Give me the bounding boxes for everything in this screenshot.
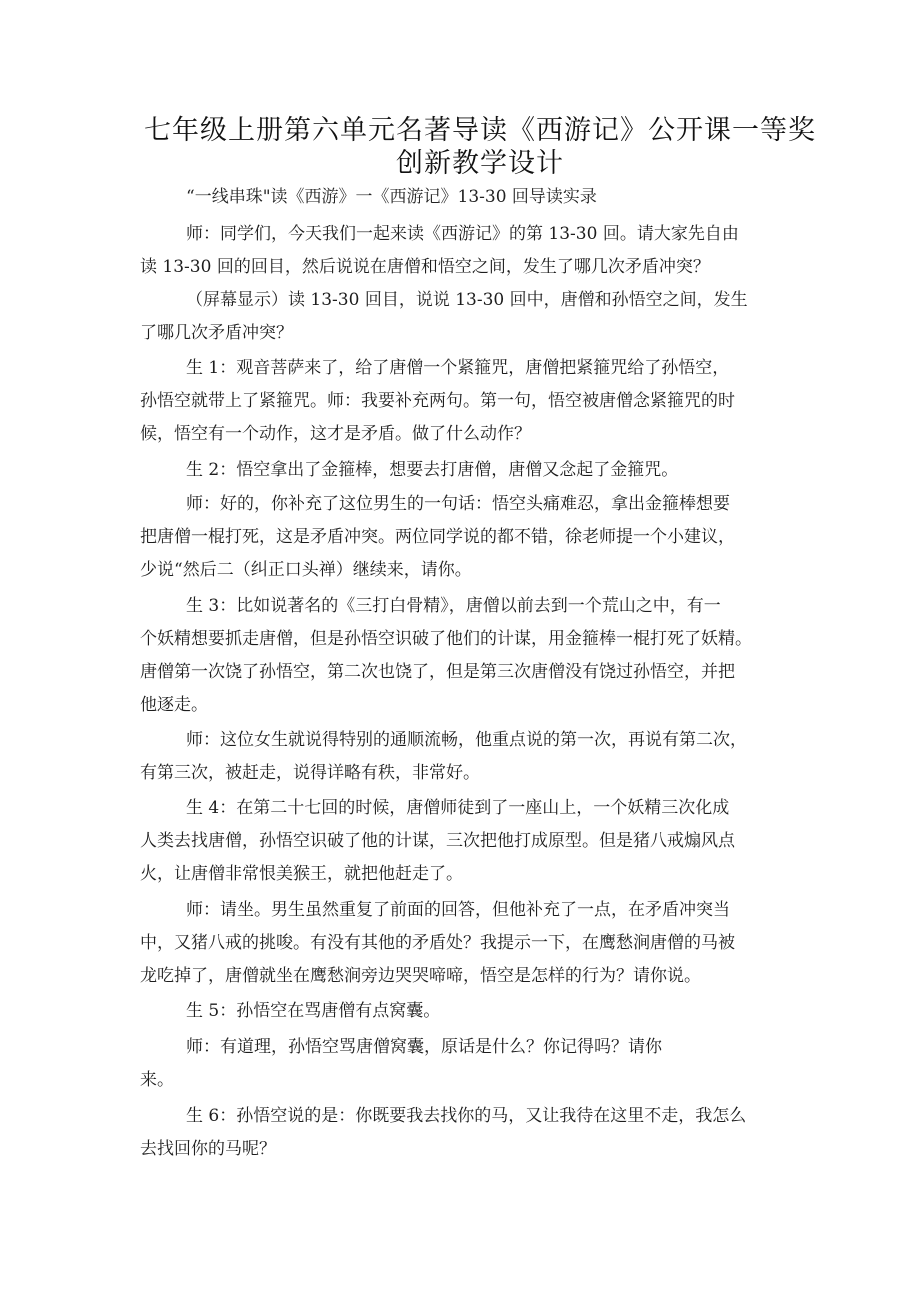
document-line: （屏幕显示）读 13-30 回目，说说 13-30 回中，唐僧和孙悟空之间，发生 [186,290,748,310]
document-line: 师：有道理，孙悟空骂唐僧窝囊，原话是什么？你记得吗？请你 [186,1037,662,1057]
document-line: 生 5：孙悟空在骂唐僧有点窝囊。 [186,1001,441,1021]
document-line: 师：好的，你补充了这位男生的一句话：悟空头痛难忍，拿出金箍棒想要 [186,494,730,514]
document-line: 师：请坐。男生虽然重复了前面的回答，但他补充了一点，在矛盾冲突当 [186,900,730,920]
document-line: 个妖精想要抓走唐僧，但是孙悟空识破了他们的计谋，用金箍棒一棍打死了妖精。 [140,629,752,649]
document-line: 唐僧第一次饶了孙悟空，第二次也饶了，但是第三次唐僧没有饶过孙悟空，并把 [140,662,735,682]
document-line: 有第三次，被赶走，说得详略有秩，非常好。 [140,763,480,783]
document-line: 生 3：比如说著名的《三打白骨精》，唐僧以前去到一个荒山之中，有一 [186,596,721,616]
document-line: 生 4：在第二十七回的时候，唐僧师徒到了一座山上，一个妖精三次化成 [186,798,730,818]
document-line: 把唐僧一棍打死，这是矛盾冲突。两位同学说的都不错，徐老师提一个小建议， [140,527,735,547]
document-line: 师：这位女生就说得特别的通顺流畅，他重点说的第一次，再说有第二次， [186,730,747,750]
document-title-line-1: 七年级上册第六单元名著导读《西游记》公开课一等奖 [144,115,816,146]
document-line: 中，又猪八戒的挑唆。有没有其他的矛盾处？我提示一下，在鹰愁涧唐僧的马被 [140,933,735,953]
document-line: 生 6：孙悟空说的是：你既要我去找你的马，又让我待在这里不走，我怎么 [186,1106,747,1126]
document-line: 去找回你的马呢？ [140,1139,276,1159]
document-line: 少说“然后二（纠正口头禅）继续来，请你。 [140,560,472,580]
document-line: 读 13-30 回的回目，然后说说在唐僧和悟空之间，发生了哪几次矛盾冲突？ [140,257,710,277]
document-line: 他逐走。 [140,695,208,715]
document-line: 师：同学们，今天我们一起来读《西游记》的第 13-30 回。请大家先自由 [186,224,739,244]
document-line: 火，让唐僧非常恨美猴王，就把他赶走了。 [140,864,463,884]
document-line: 生 2：悟空拿出了金箍棒，想要去打唐僧，唐僧又念起了金箍咒。 [186,460,679,480]
document-line: 孙悟空就带上了紧箍咒。师：我要补充两句。第一句，悟空被唐僧念紧箍咒的时 [140,391,735,411]
document-line: 来。 [140,1070,174,1090]
document-title-line-2: 创新教学设计 [396,148,564,179]
document-line: 生 1：观音菩萨来了，给了唐僧一个紧箍咒，唐僧把紧箍咒给了孙悟空， [186,358,730,378]
document-line: 了哪几次矛盾冲突？ [140,323,293,343]
document-subtitle: “一线串珠"读《西游》一《西游记》13-30 回导读实录 [186,187,597,207]
document-line: 人类去找唐僧，孙悟空识破了他的计谋，三次把他打成原型。但是猪八戒煽风点 [140,831,735,851]
document-line: 候，悟空有一个动作，这才是矛盾。做了什么动作？ [140,424,531,444]
document-line: 龙吃掉了，唐僧就坐在鹰愁涧旁边哭哭啼啼，悟空是怎样的行为？请你说。 [140,966,701,986]
